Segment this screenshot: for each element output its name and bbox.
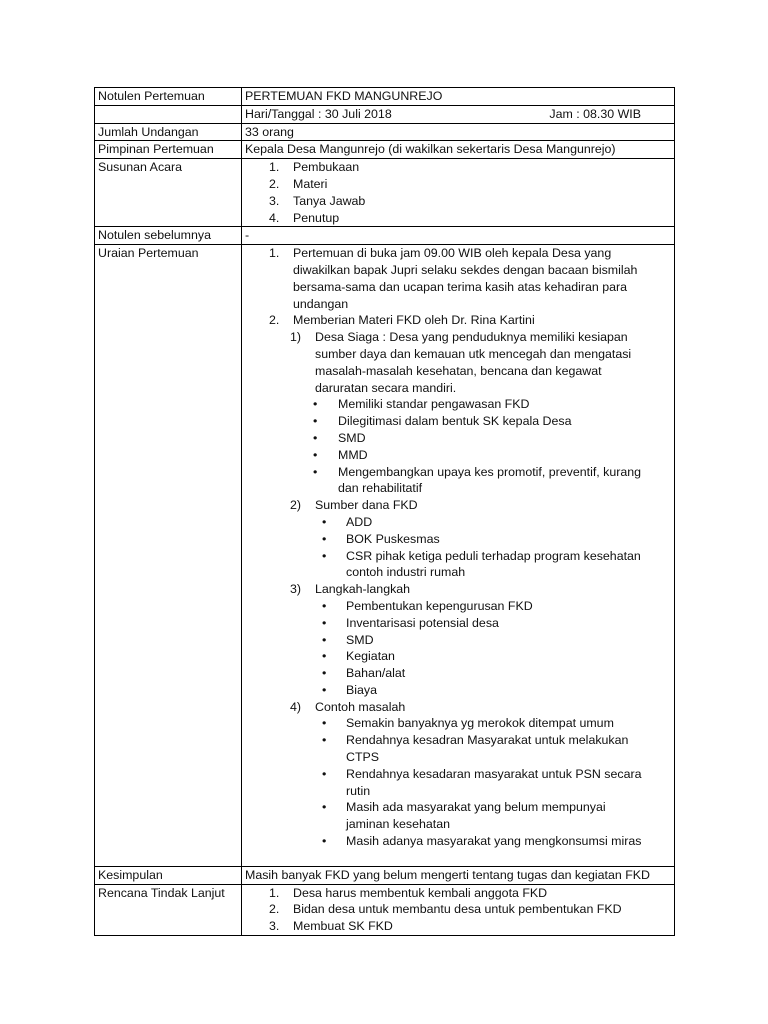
row-date (95, 105, 675, 123)
list-number: 2) (290, 498, 302, 513)
list-number: 4. (269, 210, 280, 225)
row-uraian (95, 245, 675, 867)
list-item: • Bahan/alat (322, 666, 406, 681)
list-item: • Mengembangkan upaya kes promotif, preventif, kurang dan rehabilitatif (313, 464, 642, 496)
susunan-list (242, 159, 675, 227)
label-notulen-sebelumnya: Notulen sebelumnya (95, 227, 242, 245)
list-number: 1. (269, 160, 280, 175)
bullet-icon: • (322, 766, 327, 781)
list-item: • MMD (313, 447, 368, 462)
label-kesimpulan: Kesimpulan (95, 866, 242, 884)
value-kesimpulan: Masih banyak FKD yang belum mengerti tentang tugas dan kegiatan FKD (242, 866, 675, 884)
list-item: • Kegiatan (322, 649, 395, 664)
list-item: • Semakin banyaknya yg merokok ditempat umum (322, 716, 614, 731)
bullet-icon: • (313, 414, 318, 429)
list-item: 4. Penutup (269, 210, 340, 225)
list-item: • Masih ada masyarakat yang belum mempunyai jaminan kesehatan (322, 800, 606, 832)
list-item: 1. Pembukaan (269, 160, 360, 175)
meeting-title: PERTEMUAN FKD MANGUNREJO (242, 88, 675, 106)
bullet-icon: • (322, 800, 327, 815)
label-uraian-pertemuan: Uraian Pertemuan (95, 245, 242, 867)
row-notulen-sebelumnya (95, 227, 675, 245)
list-item: • Masih adanya masyarakat yang mengkonsumsi miras (322, 834, 642, 849)
row-rencana (95, 884, 675, 935)
bullet-icon: • (322, 682, 327, 697)
label-pimpinan: Pimpinan Pertemuan (95, 141, 242, 159)
bullet-icon: • (313, 430, 318, 445)
list-item: 3. Membuat SK FKD (269, 919, 393, 934)
list-item: • Dilegitimasi dalam bentuk SK kepala Desa (313, 414, 572, 429)
list-number: 4) (290, 699, 302, 714)
date-time-cell (242, 105, 675, 123)
label-empty (95, 105, 242, 123)
meeting-date: Hari/Tanggal : 30 Juli 2018 (245, 106, 392, 121)
row-header-title (95, 88, 675, 106)
list-number: 2. (269, 176, 280, 191)
list-item: 2. Bidan desa untuk membantu desa untuk pembentukan FKD (269, 902, 622, 917)
value-jumlah-undangan: 33 orang (242, 123, 675, 141)
bullet-icon: • (322, 632, 327, 647)
list-item: • SMD (313, 430, 366, 445)
list-item: • SMD (322, 632, 374, 647)
bullet-icon: • (322, 733, 327, 748)
list-item: • BOK Puskesmas (322, 531, 440, 546)
bullet-icon: • (322, 716, 327, 731)
row-susunan (95, 159, 675, 227)
uraian-content (242, 245, 675, 867)
row-pimpinan (95, 141, 675, 159)
list-item: 2. Materi (269, 176, 328, 191)
bullet-icon: • (322, 514, 327, 529)
value-pimpinan: Kepala Desa Mangunrejo (di wakilkan sekertaris Desa Mangunrejo) (242, 141, 675, 159)
label-notulen-pertemuan: Notulen Pertemuan (95, 88, 242, 106)
label-susunan-acara: Susunan Acara (95, 159, 242, 227)
rencana-list (242, 884, 675, 935)
minutes-table (94, 87, 675, 936)
row-kesimpulan (95, 866, 675, 884)
value-notulen-sebelumnya: - (242, 227, 675, 245)
list-number: 1) (290, 330, 302, 345)
meeting-time: Jam : 08.30 WIB (549, 106, 641, 121)
bullet-icon: • (313, 447, 318, 462)
list-item: • Rendahnya kesadran Masyarakat untuk melakukan CTPS (322, 733, 629, 765)
list-item: • Memiliki standar pengawasan FKD (313, 397, 530, 412)
bullet-icon: • (322, 531, 327, 546)
list-item: • CSR pihak ketiga peduli terhadap program kesehatan contoh industri rumah (322, 548, 641, 580)
list-item: • Rendahnya kesadaran masyarakat untuk PSN secara rutin (322, 766, 642, 798)
list-item: • Biaya (322, 682, 377, 697)
sub-item-sumber-dana: 2) Sumber dana FKD (290, 498, 418, 513)
sub-item-contoh-masalah: 4) Contoh masalah (290, 699, 406, 714)
label-rencana-tindak-lanjut: Rencana Tindak Lanjut (95, 884, 242, 935)
list-item: • Pembentukan kepengurusan FKD (322, 598, 533, 613)
uraian-item-2: 2. Memberian Materi FKD oleh Dr. Rina Kartini (269, 313, 535, 328)
list-item: 3. Tanya Jawab (269, 193, 366, 208)
bullet-icon: • (322, 598, 327, 613)
bullet-icon: • (322, 615, 327, 630)
label-jumlah-undangan: Jumlah Undangan (95, 123, 242, 141)
list-item: 1. Desa harus membentuk kembali anggota FKD (269, 885, 548, 900)
list-number: 1. (269, 885, 280, 900)
bullet-icon: • (322, 649, 327, 664)
list-number: 3. (269, 919, 280, 934)
sub-item-desa-siaga: 1) Desa Siaga : Desa yang penduduknya memiliki kesiapan sumber daya dan kemauan utk mencegah dan mengatasi masalah-masalah kesehatan, bencana dan kegawat daruratan secara mandiri. (290, 330, 632, 395)
bullet-icon: • (322, 666, 327, 681)
uraian-item-1: 1. Pertemuan di buka jam 09.00 WIB oleh kepala Desa yang diwakilkan bapak Jupri selaku sekdes dengan bacaan bismilah bersama-sama dan ucapan terima kasih atas kehadiran para undangan (269, 246, 638, 311)
list-item: • ADD (322, 514, 373, 529)
list-number: 3. (269, 193, 280, 208)
sub-item-langkah: 3) Langkah-langkah (290, 582, 411, 597)
bullet-icon: • (313, 397, 318, 412)
list-item: • Inventarisasi potensial desa (322, 615, 499, 630)
list-number: 1. (269, 246, 280, 261)
list-number: 2. (269, 313, 280, 328)
bullet-icon: • (322, 834, 327, 849)
bullet-icon: • (313, 464, 318, 479)
list-number: 3) (290, 582, 302, 597)
row-jumlah (95, 123, 675, 141)
list-number: 2. (269, 902, 280, 917)
bullet-icon: • (322, 548, 327, 563)
